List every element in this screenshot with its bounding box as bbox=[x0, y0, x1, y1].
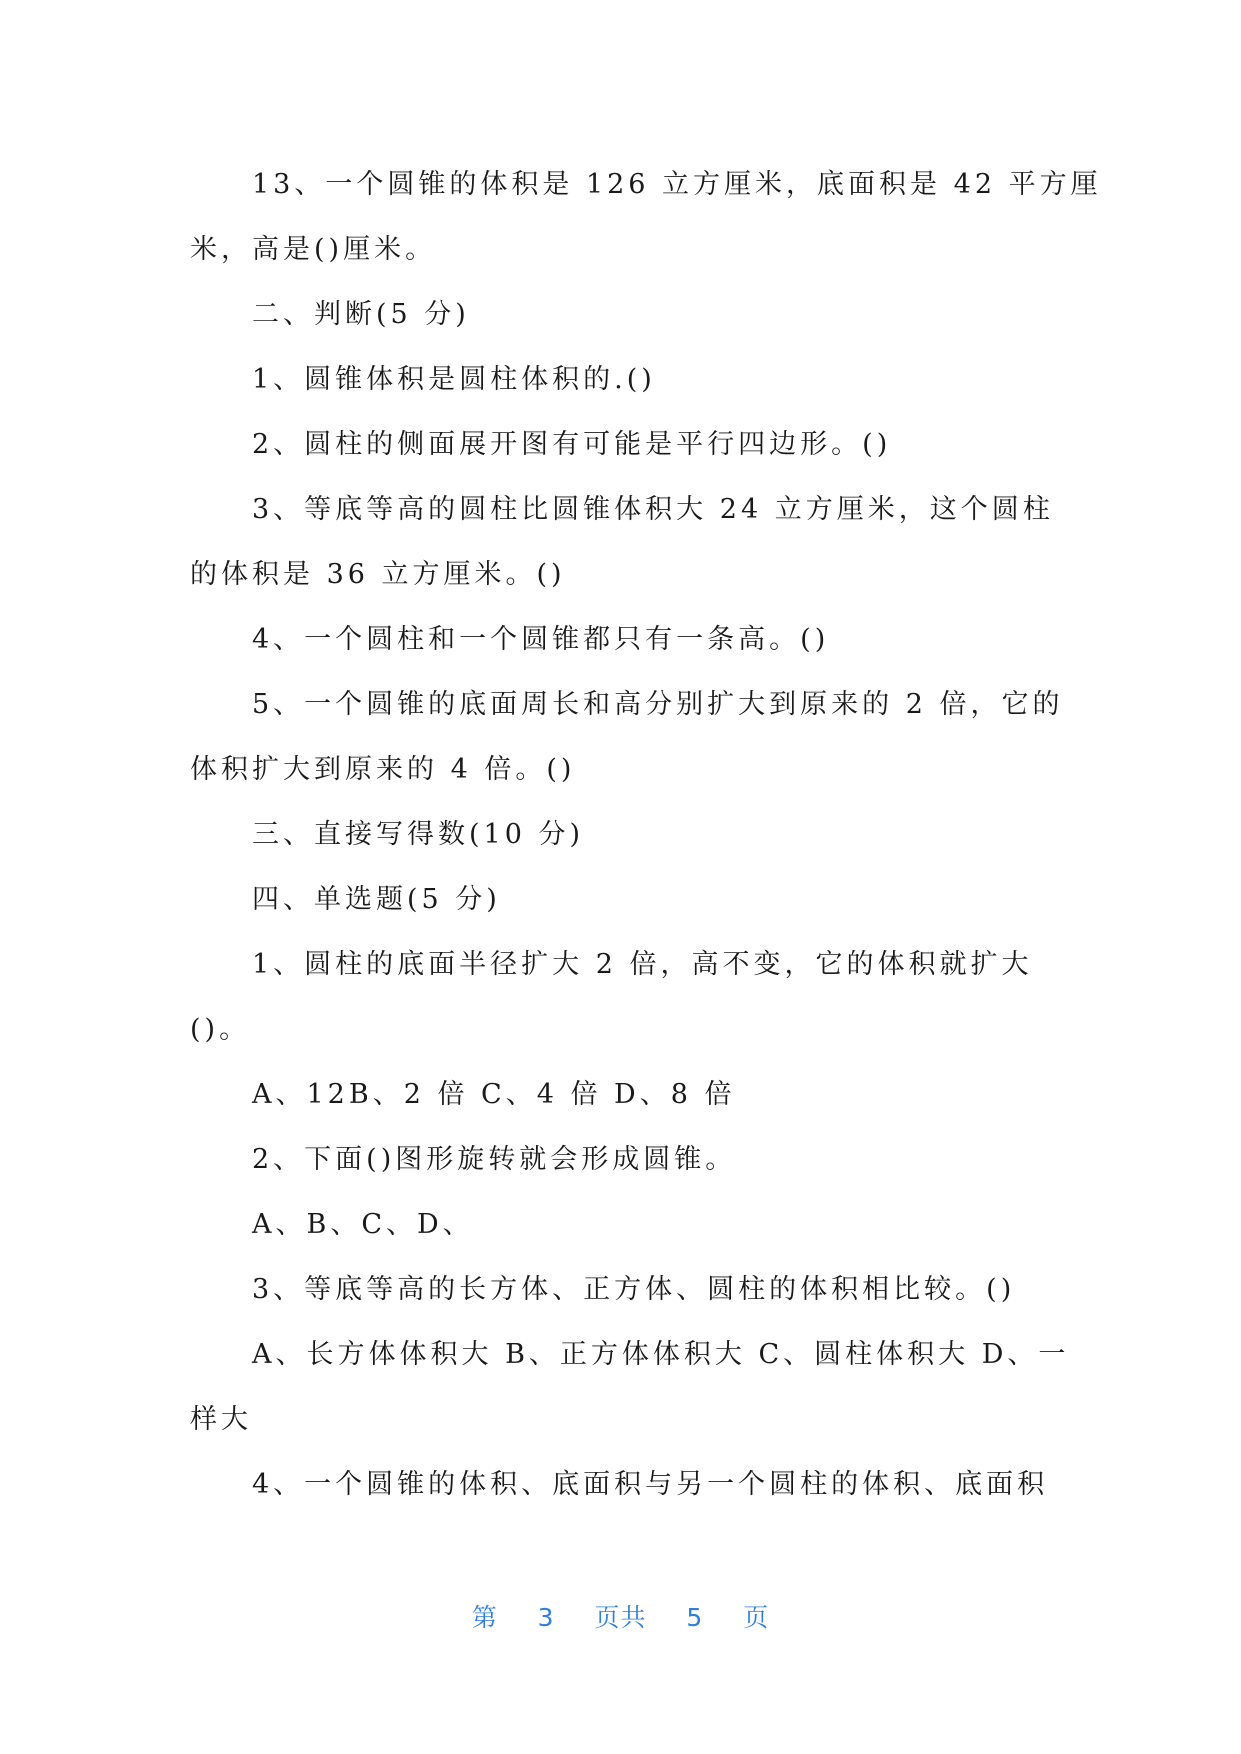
footer-current-page: 3 bbox=[537, 1603, 555, 1632]
text-line: 1、圆柱的底面半径扩大 2 倍，高不变，它的体积就扩大 bbox=[252, 949, 1033, 980]
text-line: 13、一个圆锥的体积是 126 立方厘米，底面积是 42 平方厘 bbox=[252, 169, 1102, 200]
text-line: 3、等底等高的长方体、正方体、圆柱的体积相比较。() bbox=[252, 1274, 1016, 1305]
text-line: 5、一个圆锥的底面周长和高分别扩大到原来的 2 倍，它的 bbox=[252, 689, 1064, 720]
text-line: 3、等底等高的圆柱比圆锥体积大 24 立方厘米，这个圆柱 bbox=[252, 494, 1054, 525]
text-line: 4、一个圆锥的体积、底面积与另一个圆柱的体积、底面积 bbox=[252, 1469, 1049, 1500]
text-line: 米，高是()厘米。 bbox=[190, 234, 437, 265]
text-line: 1、圆锥体积是圆柱体积的.() bbox=[252, 364, 656, 395]
footer-middle: 页共 bbox=[594, 1603, 647, 1632]
text-line: 的体积是 36 立方厘米。() bbox=[190, 559, 566, 590]
text-line: 三、直接写得数(10 分) bbox=[252, 819, 585, 850]
text-line: ()。 bbox=[190, 1014, 251, 1045]
text-line: 2、下面()图形旋转就会形成圆锥。 bbox=[252, 1144, 737, 1175]
page-footer bbox=[0, 1598, 1241, 1634]
text-line: 四、单选题(5 分) bbox=[252, 884, 501, 915]
text-line: 4、一个圆柱和一个圆锥都只有一条高。() bbox=[252, 624, 830, 655]
footer-total-pages: 5 bbox=[686, 1603, 704, 1632]
text-line: A、长方体体积大 B、正方体体积大 C、圆柱体积大 D、一 bbox=[252, 1339, 1070, 1370]
footer-prefix: 第 bbox=[471, 1603, 498, 1632]
text-line: A、B、C、D、 bbox=[252, 1209, 474, 1240]
footer-suffix: 页 bbox=[743, 1603, 770, 1632]
text-line: 二、判断(5 分) bbox=[252, 299, 470, 330]
text-line: 2、圆柱的侧面展开图有可能是平行四边形。() bbox=[252, 429, 892, 460]
text-line: 体积扩大到原来的 4 倍。() bbox=[190, 754, 576, 785]
text-line: 样大 bbox=[190, 1404, 252, 1435]
text-line: A、12B、2 倍 C、4 倍 D、8 倍 bbox=[252, 1079, 736, 1110]
document-body bbox=[190, 152, 1102, 1517]
